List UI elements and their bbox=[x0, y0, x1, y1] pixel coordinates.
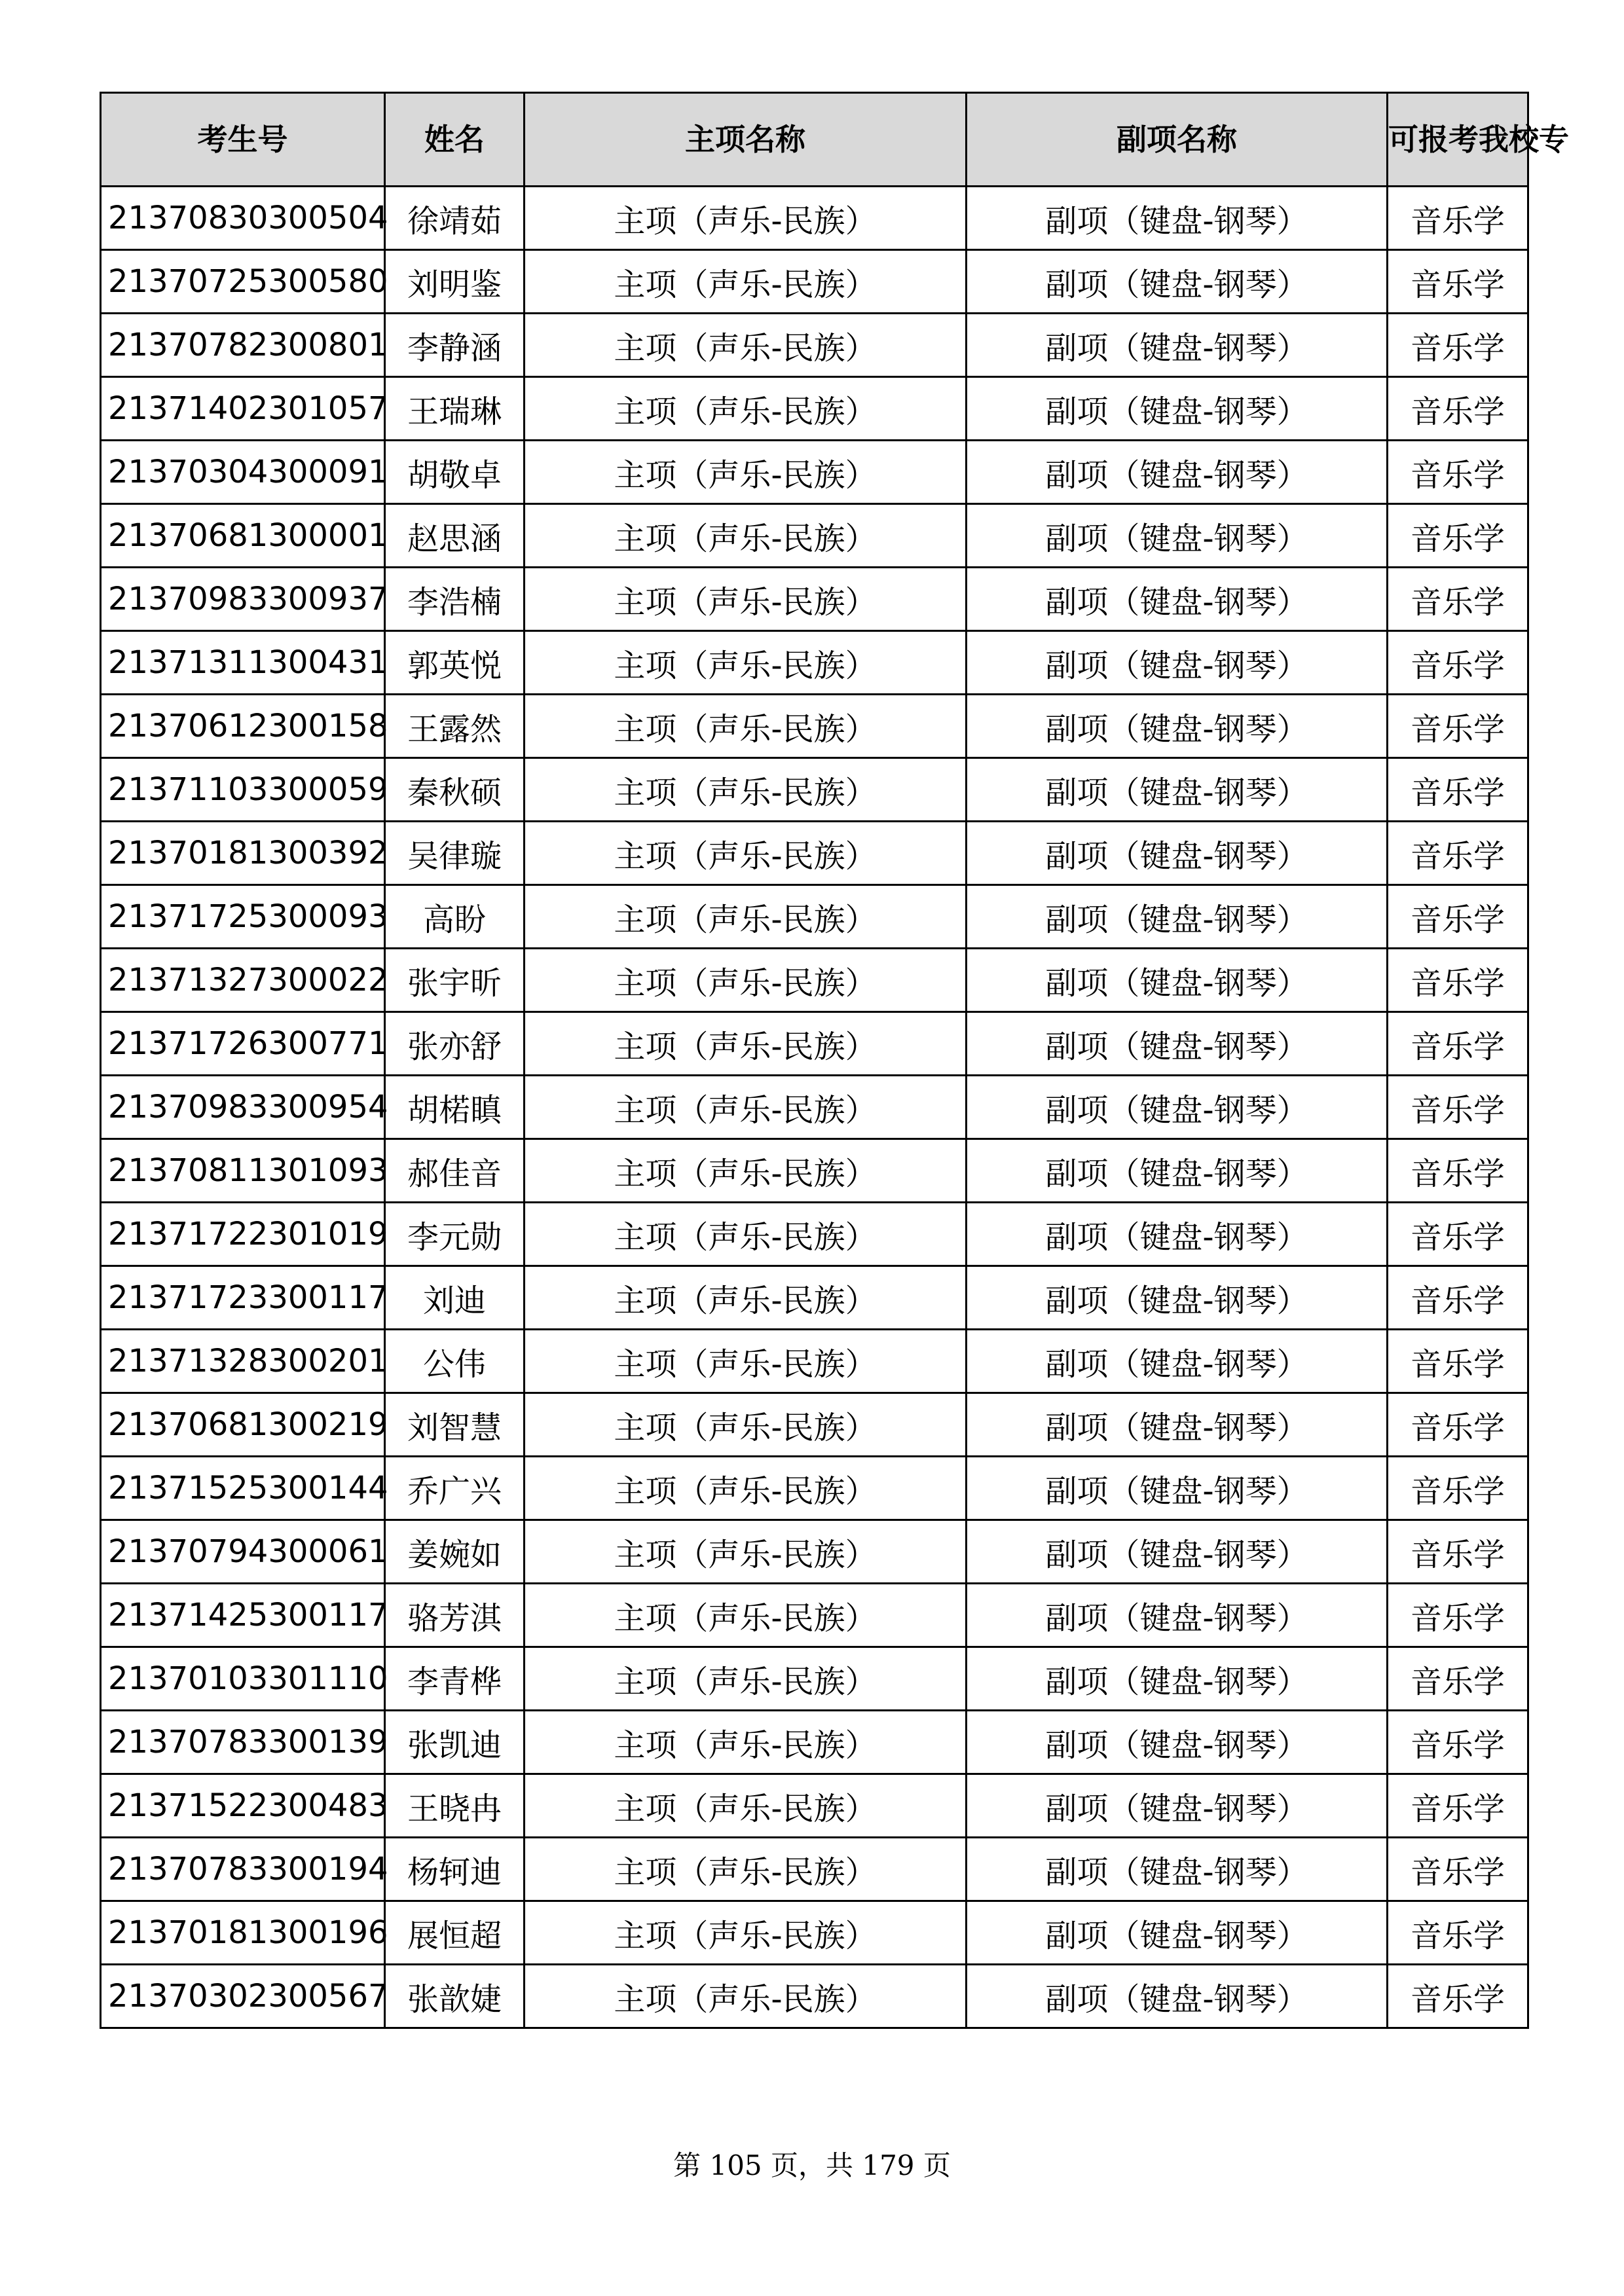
minor-item-cell: 副项（键盘-钢琴） bbox=[967, 441, 1388, 504]
major-item-cell: 主项（声乐-民族） bbox=[525, 1965, 967, 2028]
eligible-major-cell: 音乐学 bbox=[1388, 1584, 1528, 1647]
exam-number-cell: 21370794300061 bbox=[101, 1520, 385, 1584]
name-cell: 公伟 bbox=[385, 1330, 525, 1393]
eligible-major-cell: 音乐学 bbox=[1388, 1076, 1528, 1139]
name-cell: 刘智慧 bbox=[385, 1393, 525, 1457]
major-item-cell: 主项（声乐-民族） bbox=[525, 695, 967, 758]
major-item-cell: 主项（声乐-民族） bbox=[525, 314, 967, 377]
exam-number-cell: 21371525300144 bbox=[101, 1457, 385, 1520]
table-row bbox=[101, 631, 1528, 695]
exam-number-cell: 21371402301057 bbox=[101, 377, 385, 441]
name-cell: 王瑞琳 bbox=[385, 377, 525, 441]
eligible-major-cell: 音乐学 bbox=[1388, 1012, 1528, 1076]
table-row bbox=[101, 949, 1528, 1012]
header-row bbox=[101, 93, 1528, 187]
major-item-cell: 主项（声乐-民族） bbox=[525, 631, 967, 695]
eligible-major-cell: 音乐学 bbox=[1388, 1393, 1528, 1457]
eligible-major-cell: 音乐学 bbox=[1388, 1203, 1528, 1266]
name-cell: 杨轲迪 bbox=[385, 1838, 525, 1901]
minor-item-cell: 副项（键盘-钢琴） bbox=[967, 568, 1388, 631]
name-cell: 李静涵 bbox=[385, 314, 525, 377]
exam-number-cell: 21371103300059 bbox=[101, 758, 385, 822]
name-cell: 张歆婕 bbox=[385, 1965, 525, 2028]
major-item-cell: 主项（声乐-民族） bbox=[525, 1266, 967, 1330]
eligible-major-cell: 音乐学 bbox=[1388, 631, 1528, 695]
table-row bbox=[101, 187, 1528, 250]
minor-item-cell: 副项（键盘-钢琴） bbox=[967, 1012, 1388, 1076]
minor-item-cell: 副项（键盘-钢琴） bbox=[967, 1076, 1388, 1139]
major-item-cell: 主项（声乐-民族） bbox=[525, 1584, 967, 1647]
exam-number-cell: 21370811301093 bbox=[101, 1139, 385, 1203]
minor-item-cell: 副项（键盘-钢琴） bbox=[967, 1520, 1388, 1584]
table-row bbox=[101, 1647, 1528, 1711]
major-item-cell: 主项（声乐-民族） bbox=[525, 1457, 967, 1520]
exam-number-cell: 21370782300801 bbox=[101, 314, 385, 377]
major-item-cell: 主项（声乐-民族） bbox=[525, 885, 967, 949]
name-cell: 王露然 bbox=[385, 695, 525, 758]
exam-number-cell: 21371723300117 bbox=[101, 1266, 385, 1330]
minor-item-cell: 副项（键盘-钢琴） bbox=[967, 1774, 1388, 1838]
major-item-cell: 主项（声乐-民族） bbox=[525, 1520, 967, 1584]
minor-item-cell: 副项（键盘-钢琴） bbox=[967, 885, 1388, 949]
minor-item-cell: 副项（键盘-钢琴） bbox=[967, 377, 1388, 441]
exam-number-cell: 21371726300771 bbox=[101, 1012, 385, 1076]
header-exam-number: 考生号 bbox=[101, 93, 385, 187]
minor-item-cell: 副项（键盘-钢琴） bbox=[967, 949, 1388, 1012]
header-name: 姓名 bbox=[385, 93, 525, 187]
minor-item-cell: 副项（键盘-钢琴） bbox=[967, 1139, 1388, 1203]
eligible-major-cell: 音乐学 bbox=[1388, 441, 1528, 504]
student-table bbox=[100, 92, 1569, 2029]
eligible-major-cell: 音乐学 bbox=[1388, 1647, 1528, 1711]
page-footer: 第 105 页，共 179 页 bbox=[673, 2149, 951, 2181]
name-cell: 张亦舒 bbox=[385, 1012, 525, 1076]
major-item-cell: 主项（声乐-民族） bbox=[525, 187, 967, 250]
table-row bbox=[101, 1393, 1528, 1457]
header-minor-item: 副项名称 bbox=[967, 93, 1388, 187]
major-item-cell: 主项（声乐-民族） bbox=[525, 1711, 967, 1774]
minor-item-cell: 副项（键盘-钢琴） bbox=[967, 1711, 1388, 1774]
table-row bbox=[101, 1076, 1528, 1139]
eligible-major-cell: 音乐学 bbox=[1388, 1774, 1528, 1838]
exam-number-cell: 21370302300567 bbox=[101, 1965, 385, 2028]
eligible-major-cell: 音乐学 bbox=[1388, 377, 1528, 441]
exam-number-cell: 21370681300001 bbox=[101, 504, 385, 568]
name-cell: 郝佳音 bbox=[385, 1139, 525, 1203]
minor-item-cell: 副项（键盘-钢琴） bbox=[967, 1965, 1388, 2028]
minor-item-cell: 副项（键盘-钢琴） bbox=[967, 695, 1388, 758]
exam-number-cell: 21370681300219 bbox=[101, 1393, 385, 1457]
table-body bbox=[101, 187, 1528, 2028]
minor-item-cell: 副项（键盘-钢琴） bbox=[967, 187, 1388, 250]
exam-number-cell: 21371722301019 bbox=[101, 1203, 385, 1266]
major-item-cell: 主项（声乐-民族） bbox=[525, 1647, 967, 1711]
minor-item-cell: 副项（键盘-钢琴） bbox=[967, 1901, 1388, 1965]
minor-item-cell: 副项（键盘-钢琴） bbox=[967, 1393, 1388, 1457]
table-row bbox=[101, 377, 1528, 441]
table-row bbox=[101, 1965, 1528, 2028]
eligible-major-cell: 音乐学 bbox=[1388, 187, 1528, 250]
name-cell: 徐靖茹 bbox=[385, 187, 525, 250]
table-row bbox=[101, 1330, 1528, 1393]
major-item-cell: 主项（声乐-民族） bbox=[525, 377, 967, 441]
name-cell: 姜婉如 bbox=[385, 1520, 525, 1584]
major-item-cell: 主项（声乐-民族） bbox=[525, 1330, 967, 1393]
eligible-major-cell: 音乐学 bbox=[1388, 885, 1528, 949]
name-cell: 张凯迪 bbox=[385, 1711, 525, 1774]
table-row bbox=[101, 1139, 1528, 1203]
major-item-cell: 主项（声乐-民族） bbox=[525, 1012, 967, 1076]
major-item-cell: 主项（声乐-民族） bbox=[525, 441, 967, 504]
name-cell: 郭英悦 bbox=[385, 631, 525, 695]
major-item-cell: 主项（声乐-民族） bbox=[525, 568, 967, 631]
exam-number-cell: 21371725300093 bbox=[101, 885, 385, 949]
major-item-cell: 主项（声乐-民族） bbox=[525, 949, 967, 1012]
table-row bbox=[101, 1711, 1528, 1774]
table-row bbox=[101, 1774, 1528, 1838]
exam-number-cell: 21371328300201 bbox=[101, 1330, 385, 1393]
eligible-major-cell: 音乐学 bbox=[1388, 1711, 1528, 1774]
eligible-major-cell: 音乐学 bbox=[1388, 504, 1528, 568]
minor-item-cell: 副项（键盘-钢琴） bbox=[967, 1584, 1388, 1647]
exam-number-cell: 21370725300580 bbox=[101, 250, 385, 314]
name-cell: 高盼 bbox=[385, 885, 525, 949]
minor-item-cell: 副项（键盘-钢琴） bbox=[967, 1838, 1388, 1901]
exam-number-cell: 21370304300091 bbox=[101, 441, 385, 504]
name-cell: 胡楉瞋 bbox=[385, 1076, 525, 1139]
exam-number-cell: 21370783300139 bbox=[101, 1711, 385, 1774]
exam-number-cell: 21370103301110 bbox=[101, 1647, 385, 1711]
name-cell: 秦秋硕 bbox=[385, 758, 525, 822]
eligible-major-cell: 音乐学 bbox=[1388, 1520, 1528, 1584]
table-row bbox=[101, 1203, 1528, 1266]
exam-number-cell: 21370983300954 bbox=[101, 1076, 385, 1139]
table-row bbox=[101, 822, 1528, 885]
name-cell: 赵思涵 bbox=[385, 504, 525, 568]
header-eligible-major: 可报考我校专 bbox=[1388, 93, 1528, 187]
table-row bbox=[101, 885, 1528, 949]
major-item-cell: 主项（声乐-民族） bbox=[525, 1393, 967, 1457]
table-row bbox=[101, 568, 1528, 631]
minor-item-cell: 副项（键盘-钢琴） bbox=[967, 758, 1388, 822]
eligible-major-cell: 音乐学 bbox=[1388, 250, 1528, 314]
major-item-cell: 主项（声乐-民族） bbox=[525, 1139, 967, 1203]
major-item-cell: 主项（声乐-民族） bbox=[525, 758, 967, 822]
major-item-cell: 主项（声乐-民族） bbox=[525, 1203, 967, 1266]
eligible-major-cell: 音乐学 bbox=[1388, 568, 1528, 631]
major-item-cell: 主项（声乐-民族） bbox=[525, 504, 967, 568]
table-header bbox=[101, 93, 1569, 187]
exam-number-cell: 21370783300194 bbox=[101, 1838, 385, 1901]
minor-item-cell: 副项（键盘-钢琴） bbox=[967, 822, 1388, 885]
name-cell: 李浩楠 bbox=[385, 568, 525, 631]
minor-item-cell: 副项（键盘-钢琴） bbox=[967, 504, 1388, 568]
eligible-major-cell: 音乐学 bbox=[1388, 314, 1528, 377]
exam-number-cell: 21370830300504 bbox=[101, 187, 385, 250]
table-row bbox=[101, 1457, 1528, 1520]
exam-number-cell: 21370983300937 bbox=[101, 568, 385, 631]
minor-item-cell: 副项（键盘-钢琴） bbox=[967, 631, 1388, 695]
table-row bbox=[101, 250, 1528, 314]
eligible-major-cell: 音乐学 bbox=[1388, 1266, 1528, 1330]
minor-item-cell: 副项（键盘-钢琴） bbox=[967, 1647, 1388, 1711]
eligible-major-cell: 音乐学 bbox=[1388, 949, 1528, 1012]
eligible-major-cell: 音乐学 bbox=[1388, 822, 1528, 885]
table-row bbox=[101, 504, 1528, 568]
table-row bbox=[101, 1838, 1528, 1901]
exam-number-cell: 21371311300431 bbox=[101, 631, 385, 695]
exam-number-cell: 21371425300117 bbox=[101, 1584, 385, 1647]
major-item-cell: 主项（声乐-民族） bbox=[525, 1076, 967, 1139]
table-row bbox=[101, 758, 1528, 822]
name-cell: 李青桦 bbox=[385, 1647, 525, 1711]
major-item-cell: 主项（声乐-民族） bbox=[525, 1774, 967, 1838]
table-row bbox=[101, 441, 1528, 504]
major-item-cell: 主项（声乐-民族） bbox=[525, 1838, 967, 1901]
name-cell: 胡敬卓 bbox=[385, 441, 525, 504]
table-row bbox=[101, 314, 1528, 377]
table-row bbox=[101, 1584, 1528, 1647]
table-row bbox=[101, 1520, 1528, 1584]
name-cell: 张宇昕 bbox=[385, 949, 525, 1012]
name-cell: 乔广兴 bbox=[385, 1457, 525, 1520]
exam-number-cell: 21371327300022 bbox=[101, 949, 385, 1012]
table-row bbox=[101, 1901, 1528, 1965]
minor-item-cell: 副项（键盘-钢琴） bbox=[967, 250, 1388, 314]
minor-item-cell: 副项（键盘-钢琴） bbox=[967, 1457, 1388, 1520]
minor-item-cell: 副项（键盘-钢琴） bbox=[967, 1266, 1388, 1330]
name-cell: 刘迪 bbox=[385, 1266, 525, 1330]
major-item-cell: 主项（声乐-民族） bbox=[525, 250, 967, 314]
minor-item-cell: 副项（键盘-钢琴） bbox=[967, 1330, 1388, 1393]
exam-number-cell: 21370181300196 bbox=[101, 1901, 385, 1965]
name-cell: 王晓冉 bbox=[385, 1774, 525, 1838]
name-cell: 吴律璇 bbox=[385, 822, 525, 885]
eligible-major-cell: 音乐学 bbox=[1388, 1457, 1528, 1520]
eligible-major-cell: 音乐学 bbox=[1388, 1838, 1528, 1901]
eligible-major-cell: 音乐学 bbox=[1388, 758, 1528, 822]
name-cell: 李元勋 bbox=[385, 1203, 525, 1266]
major-item-cell: 主项（声乐-民族） bbox=[525, 1901, 967, 1965]
eligible-major-cell: 音乐学 bbox=[1388, 1330, 1528, 1393]
eligible-major-cell: 音乐学 bbox=[1388, 1965, 1528, 2028]
eligible-major-cell: 音乐学 bbox=[1388, 1139, 1528, 1203]
minor-item-cell: 副项（键盘-钢琴） bbox=[967, 1203, 1388, 1266]
name-cell: 骆芳淇 bbox=[385, 1584, 525, 1647]
name-cell: 刘明鉴 bbox=[385, 250, 525, 314]
major-item-cell: 主项（声乐-民族） bbox=[525, 822, 967, 885]
exam-number-cell: 21370181300392 bbox=[101, 822, 385, 885]
header-major-item: 主项名称 bbox=[525, 93, 967, 187]
exam-number-cell: 21370612300158 bbox=[101, 695, 385, 758]
name-cell: 展恒超 bbox=[385, 1901, 525, 1965]
eligible-major-cell: 音乐学 bbox=[1388, 1901, 1528, 1965]
minor-item-cell: 副项（键盘-钢琴） bbox=[967, 314, 1388, 377]
eligible-major-cell: 音乐学 bbox=[1388, 695, 1528, 758]
table-row bbox=[101, 1012, 1528, 1076]
table-row bbox=[101, 1266, 1528, 1330]
table-row bbox=[101, 695, 1528, 758]
exam-number-cell: 21371522300483 bbox=[101, 1774, 385, 1838]
